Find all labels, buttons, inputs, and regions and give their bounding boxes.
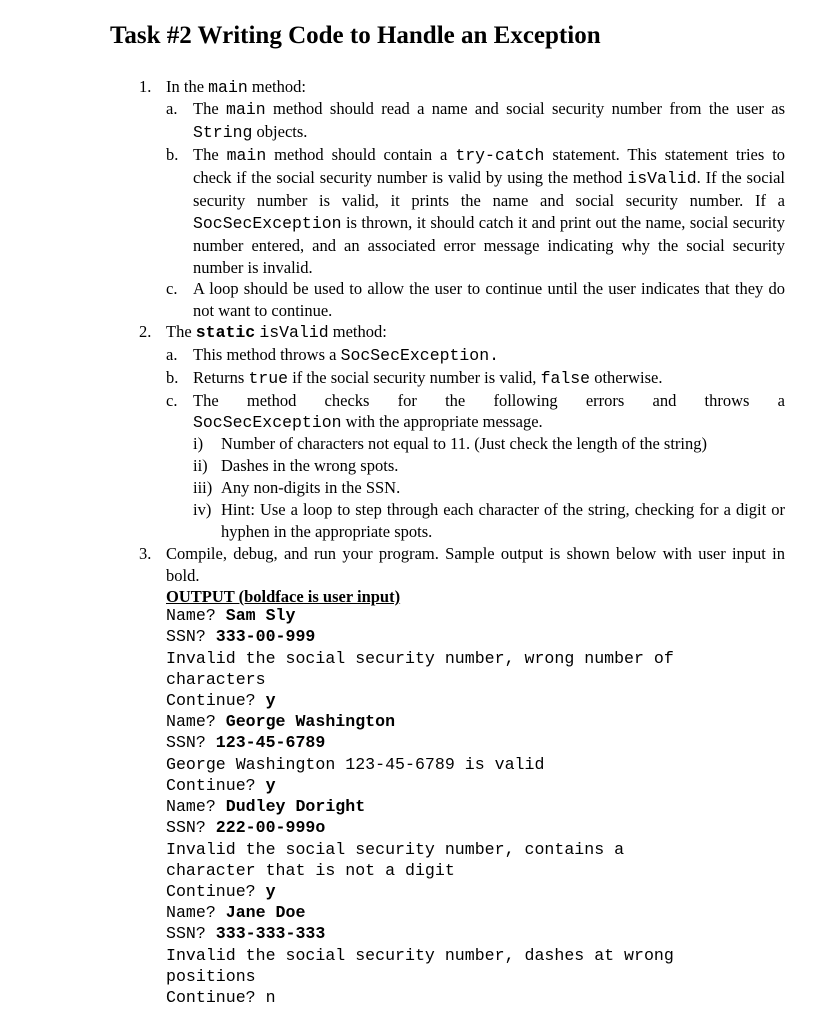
item-1b-t2: method should contain a [274,145,448,164]
item-1b-t5: is thrown, it should catch it and print out the name, social security number entered, and an associated error message indicating why the social security number is invalid. [193,213,785,277]
item-2-lead-text: The [166,322,192,341]
item-3-number: 3. [139,544,152,563]
output-user-input: 222-00-999o [215,818,326,837]
item-1-number: 1. [139,77,152,96]
output-user-input: George Washington [225,712,396,731]
item-1a-t1: The [193,99,219,118]
item-2a-text [193,345,499,366]
output-prompt: positions [166,967,256,986]
output-prompt: Invalid the social security number, contains a [166,840,625,859]
output-prompt: SSN? [166,627,216,646]
output-line [166,924,325,944]
output-prompt: Invalid the social security number, wrong number of [166,649,674,668]
item-2c-code: SocSecException [193,413,342,432]
item-1a-code-string: String [193,123,253,142]
output-line [166,882,276,902]
item-1c-text: A loop should be used to allow the user to continue until the user indicates that they do not want to continue. [193,279,785,320]
item-1b-marker: b. [166,145,179,164]
output-line [166,946,674,966]
output-heading: OUTPUT (boldface is user input) [166,587,401,606]
output-user-input: Sam Sly [225,606,296,625]
roman-iv-text: Hint: Use a loop to step through each character of the string, checking for a digit or hyphen in the appropriate spots. [221,500,785,541]
item-1a-marker: a. [166,99,178,118]
output-prompt: Name? [166,903,226,922]
item-2-lead-static: static [195,323,256,342]
item-1a-code-main: main [226,100,266,119]
roman-iii-text: Any non-digits in the SSN. [221,478,401,497]
output-line [166,903,305,923]
output-prompt: Name? [166,797,226,816]
item-1b-code-socsecexception: SocSecException [193,214,342,233]
item-2-lead-text-end: method: [332,322,387,341]
item-2c-line1: The method checks for the following errors and throws a [193,391,785,410]
item-2-lead-code: isValid [259,323,329,342]
output-line [166,691,276,711]
item-2b-code-false: false [540,369,591,388]
item-1b-t1: The [193,145,219,164]
item-2b-marker: b. [166,368,179,387]
item-2a-t1: This method throws a [193,345,337,364]
item-1-lead [166,77,306,98]
roman-iv-marker: iv) [193,500,212,519]
output-line [166,840,624,860]
output-prompt: SSN? [166,733,216,752]
output-line [166,776,276,796]
output-user-input: y [265,776,276,795]
output-user-input: 333-00-999 [215,627,316,646]
output-line [166,818,325,838]
item-1a-t3: objects. [256,122,308,141]
output-user-input: Jane Doe [225,903,306,922]
output-line [166,797,365,817]
item-1a-t2: method should read a name and social security number from the user as [273,99,786,118]
item-1-lead-text: In the [166,77,205,96]
roman-i-text: Number of characters not equal to 11. (Just check the length of the string) [221,434,707,453]
item-1c-marker: c. [166,279,178,298]
item-1b-t3: statement. This statement tries to check if the social security number is valid by using the method [193,145,786,187]
output-user-input: y [265,691,276,710]
item-2b-text [193,368,662,389]
item-1a-text [193,98,785,144]
item-2a-code: SocSecException. [340,346,500,365]
item-1b-code-isvalid: isValid [627,169,697,188]
task-title: Task #2 Writing Code to Handle an Exception [110,22,601,49]
output-line [166,606,295,626]
output-prompt: Invalid the social security number, dashes at wrong [166,946,674,965]
roman-i-marker: i) [193,434,204,453]
output-prompt: Continue? n [166,988,276,1007]
output-line [166,649,674,669]
output-user-input: 333-333-333 [215,924,326,943]
item-2a-marker: a. [166,345,178,364]
output-prompt: Name? [166,712,226,731]
output-prompt: SSN? [166,818,216,837]
output-line [166,861,455,881]
output-prompt: characters [166,670,266,689]
output-line [166,670,266,690]
output-line [166,627,315,647]
output-line [166,967,256,987]
item-2c-line2 [193,412,543,433]
item-1b-code-try-catch: try-catch [455,146,545,165]
item-1b-t4: . If the social security number is valid, it prints the name and social security number. If a [193,168,786,210]
output-prompt: Continue? [166,776,266,795]
output-prompt: Name? [166,606,226,625]
output-prompt: SSN? [166,924,216,943]
item-1b-text [193,144,785,279]
item-1-lead-text-end: method: [251,77,306,96]
output-user-input: Dudley Doright [225,797,366,816]
roman-ii-text: Dashes in the wrong spots. [221,456,399,475]
output-line [166,755,544,775]
item-3-text: Compile, debug, and run your program. Sample output is shown below with user input in bold. [166,544,785,585]
output-user-input: 123-45-6789 [215,733,326,752]
output-prompt: Continue? [166,691,266,710]
item-2c-marker: c. [166,391,178,410]
item-2-number: 2. [139,322,152,341]
output-prompt: Continue? [166,882,266,901]
item-2c-t2: with the appropriate message. [345,412,543,431]
item-2b-code-true: true [248,369,289,388]
item-2b-t2: if the social security number is valid, [292,368,537,387]
item-2-lead [166,322,387,343]
item-2b-t1: Returns [193,368,245,387]
output-line [166,712,395,732]
output-prompt: character that is not a digit [166,861,455,880]
output-prompt: George Washington 123-45-6789 is valid [166,755,545,774]
output-user-input: y [265,882,276,901]
roman-ii-marker: ii) [193,456,208,475]
item-1b-code-main: main [226,146,267,165]
item-1-lead-code: main [208,78,248,97]
output-line [166,733,325,753]
item-2b-t3: otherwise. [594,368,663,387]
roman-iii-marker: iii) [193,478,213,497]
output-line [166,988,276,1008]
